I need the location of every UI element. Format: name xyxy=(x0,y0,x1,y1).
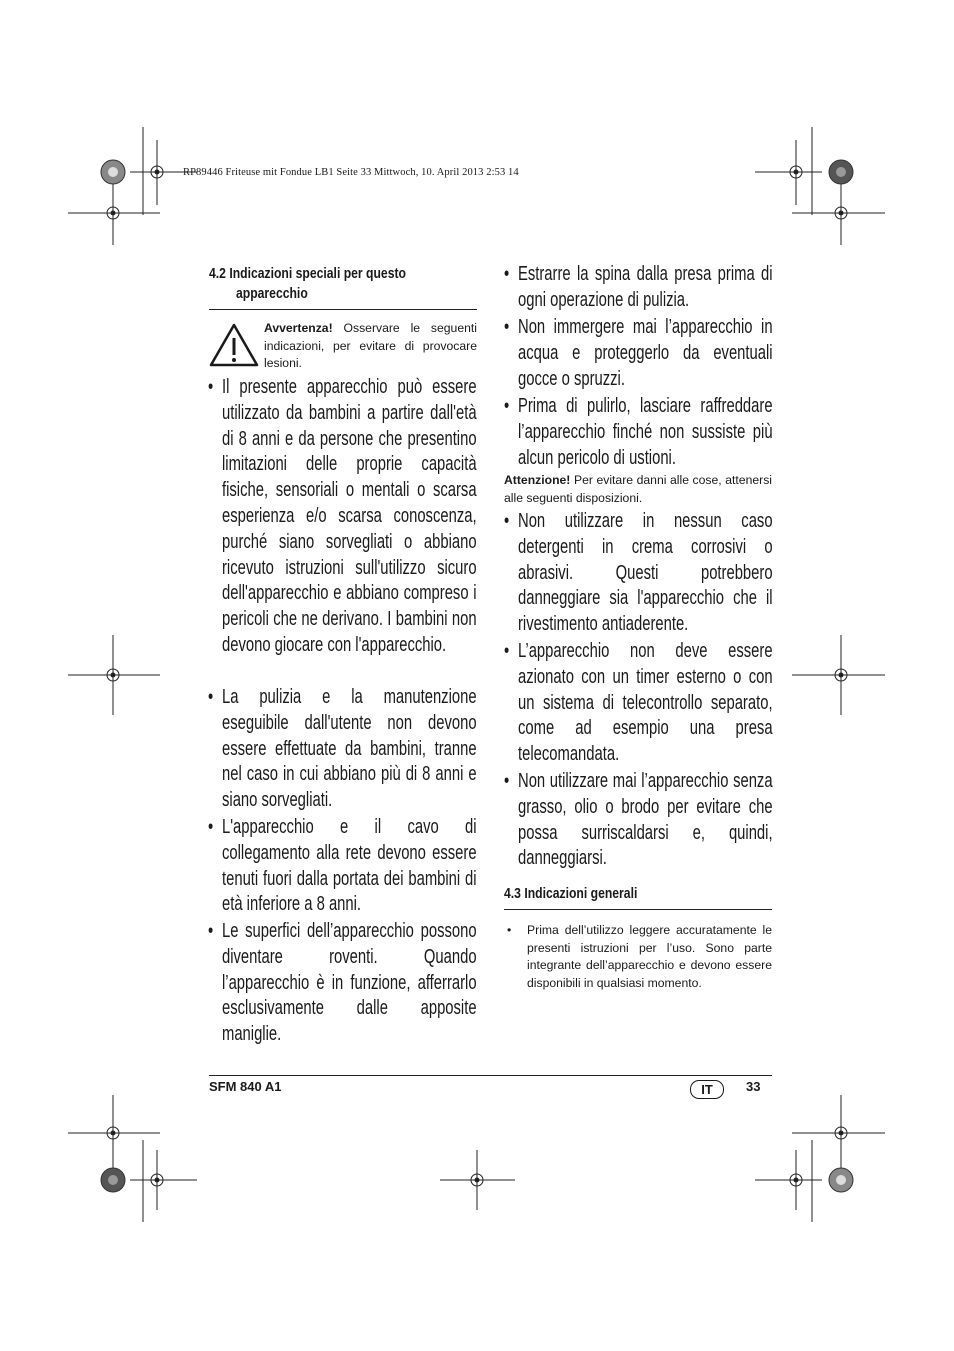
attention-note xyxy=(504,472,772,507)
warning-triangle-icon xyxy=(209,322,259,368)
list-item: • La pulizia e la manutenzione eseguibile dall'utente non devono essere effettuate da bambini, tranne nel caso in cui abbiano più di 8 anni e siano sorvegliati. xyxy=(207,686,477,812)
heading-rule xyxy=(209,309,477,310)
warning-text: Osservare le seguenti indicazioni, per evitare di provocare lesioni. xyxy=(264,321,477,371)
bullet-text: Non utilizzare in nessun caso detergenti in crema corrosivi o abrasivi. Questi potrebbero danneggiare sia l'apparecchio che il rivestimento antiaderente. xyxy=(518,510,773,636)
heading-rule xyxy=(504,909,772,910)
list-item: • L’apparecchio non deve essere azionato con un timer esterno o con un sistema di telecontrollo separato, come ad esempio una presa telecomandata. xyxy=(503,640,773,766)
language-code: IT xyxy=(701,1082,713,1097)
bullet-text: Prima di pulirlo, lasciare raffreddare l’apparecchio finché non sussiste più alcun pericolo di ustioni. xyxy=(518,395,773,469)
warning-note xyxy=(264,320,477,373)
page-number: 33 xyxy=(746,1079,761,1094)
model-number: SFM 840 A1 xyxy=(209,1079,282,1094)
list-item: • Le superfici dell’apparecchio possono diventare roventi. Quando l’apparecchio è in funzione, afferrarlo esclusivamente dalle apposite maniglie. xyxy=(207,920,477,1046)
section-heading-4-2: 4.2 Indicazioni speciali per questo xyxy=(209,266,406,282)
bullet-text: L’apparecchio non deve essere azionato con un timer esterno o con un sistema di telecontrollo separato, come ad esempio una presa telecomandata. xyxy=(518,640,773,766)
bullet-dot: • xyxy=(507,923,512,937)
bullet-text: Estrarre la spina dalla presa prima di ogni operazione di pulizia. xyxy=(518,263,773,311)
list-item: • Non immergere mai l’apparecchio in acqua e proteggerlo da eventuali gocce o spruzzi. xyxy=(503,316,773,390)
list-item: • Non utilizzare in nessun caso detergenti in crema corrosivi o abrasivi. Questi potrebbero danneggiare sia l'apparecchio che il rivestimento antiaderente. xyxy=(503,510,773,636)
list-item: • Il presente apparecchio può essere utilizzato da bambini a partire dall'età di 8 anni e da persone che presentino limitazioni delle proprie capacità fisiche, sensoriali o mentali o scarsa esperienza e/o scarsa conoscenza, purché siano sorvegliati o abbiano ricevuto istruzioni sull'utilizzo sicuro dell'apparecchio e abbiano compreso i pericoli che ne derivano. I bambini non devono giocare con l'apparecchio. xyxy=(207,376,477,656)
warning-label: Avvertenza! xyxy=(264,321,333,335)
bullet-text: Non utilizzare mai l’apparecchio senza grasso, olio o brodo per evitare che possa surriscaldarsi e, quindi, danneggiarsi. xyxy=(518,770,773,870)
bullet-text: Le superfici dell’apparecchio possono diventare roventi. Quando l’apparecchio è in funzione, afferrarlo esclusivamente dalle apposite maniglie. xyxy=(222,920,477,1046)
list-item: • L'apparecchio e il cavo di collegamento alla rete devono essere tenuti fuori dalla portata dei bambini di età inferiore a 8 anni. xyxy=(207,816,477,916)
attention-text: Per evitare danni alle cose, attenersi alle seguenti disposizioni. xyxy=(504,473,772,505)
bullet-text: L'apparecchio e il cavo di collegamento alla rete devono essere tenuti fuori dalla portata dei bambini di età inferiore a 8 anni. xyxy=(222,816,477,916)
list-item: • Estrarre la spina dalla presa prima di ogni operazione di pulizia. xyxy=(503,263,773,311)
attention-label: Attenzione! xyxy=(504,473,571,487)
language-badge xyxy=(690,1080,724,1099)
list-item: • Non utilizzare mai l’apparecchio senza grasso, olio o brodo per evitare che possa surriscaldarsi e, quindi, danneggiarsi. xyxy=(503,770,773,870)
print-header: RP89446 Friteuse mit Fondue LB1 Seite 33 Mittwoch, 10. April 2013 2:53 14 xyxy=(183,167,519,178)
list-item: • Prima di pulirlo, lasciare raffreddare l’apparecchio finché non sussiste più alcun pericolo di ustioni. xyxy=(503,395,773,469)
bullet-text: Il presente apparecchio può essere utilizzato da bambini a partire dall'età di 8 anni e da persone che presentino limitazioni delle proprie capacità fisiche, sensoriali o mentali o scarsa esperienza e/o scarsa conoscenza, purché siano sorvegliati o abbiano ricevuto istruzioni sull'utilizzo sicuro dell'apparecchio e abbiano compreso i pericoli che ne derivano. I bambini non devono giocare con l'apparecchio. xyxy=(222,376,477,656)
bullet-text: Non immergere mai l’apparecchio in acqua e proteggerlo da eventuali gocce o spruzzi. xyxy=(518,316,773,390)
section-heading-4-3: 4.3 Indicazioni generali xyxy=(504,886,638,902)
section-heading-4-2-cont: apparecchio xyxy=(236,286,308,302)
footer-rule xyxy=(209,1075,772,1076)
bullet-text: La pulizia e la manutenzione eseguibile dall'utente non devono essere effettuate da bambini, tranne nel caso in cui abbiano più di 8 anni e siano sorvegliati. xyxy=(222,686,477,812)
general-bullet-text: Prima dell’utilizzo leggere accuratamente le presenti istruzioni per l’uso. Sono parte integrante dell’apparecchio e devono essere disponibili in qualsiasi momento. xyxy=(527,923,772,990)
